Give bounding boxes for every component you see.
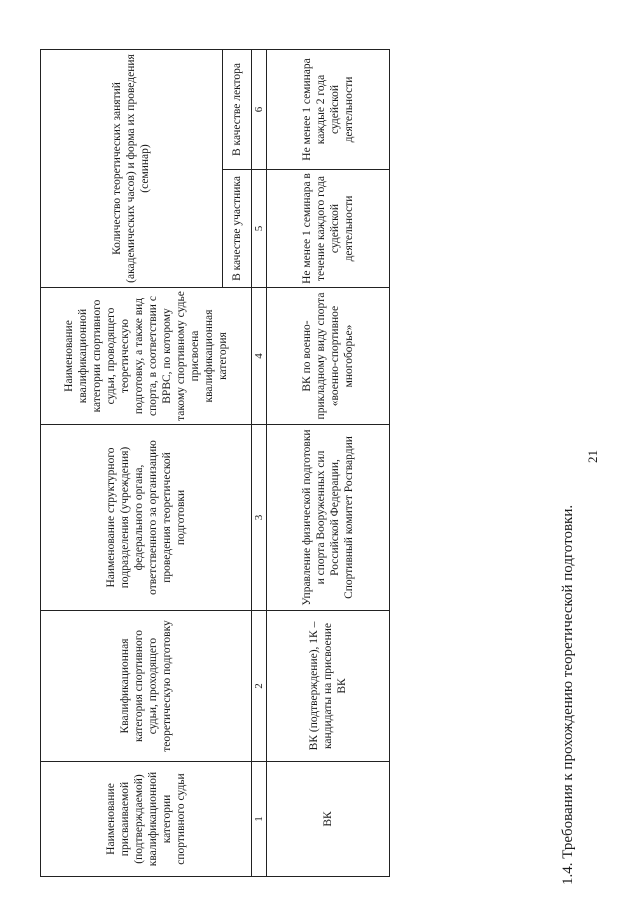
header-as-lecturer: В качестве лектора [222, 49, 251, 169]
header-category-assigned: Наименование присваиваемой (подтверждаемой) квалификационной категории спортивного судьи [41, 762, 252, 877]
column-number: 5 [252, 170, 267, 288]
cell-category-assigned: ВК [267, 762, 390, 877]
requirements-table [40, 49, 390, 877]
cell-responsible-unit: Управление физической подготовки и спорта Вооруженных сил Российской Федерации, Спортивный комитет Росгвардии [267, 425, 390, 611]
table-row [267, 49, 390, 876]
cell-as-participant: Не менее 1 семинара в течение каждого года судейской деятельности [267, 170, 390, 288]
column-numbers-row [252, 49, 267, 876]
cell-lecturer-category: ВК по военно-прикладному виду спорта «военно-спортивное многоборье» [267, 288, 390, 425]
column-number: 3 [252, 425, 267, 611]
cell-category-trainee: ВК (подтверждение), 1К – кандидаты на присвоение ВК [267, 611, 390, 762]
cell-as-lecturer: Не менее 1 семинара каждые 2 года судейской деятельности [267, 49, 390, 169]
column-number: 2 [252, 611, 267, 762]
header-responsible-unit: Наименование структурного подразделения (учреждения) федерального органа, ответственного за организацию проведения теоретической подготовки [41, 425, 252, 611]
column-number: 4 [252, 288, 267, 425]
section-heading: 1.4. Требования к прохождению теоретической подготовки. [560, 504, 576, 885]
header-as-participant: В качестве участника [222, 170, 251, 288]
header-sessions-group: Количество теоретических занятий (академических часов) и форма их проведения (семинар) [41, 49, 223, 287]
table-header-row [41, 49, 223, 876]
column-number: 1 [252, 762, 267, 877]
column-number: 6 [252, 49, 267, 169]
header-lecturer-category: Наименование квалификационной категории спортивного судьи, проводящего теоретическую подготовку, а также вид спорта, в соответствии с ВРВС, по которому такому спортивному судье присвоена квалификационная категория [41, 288, 252, 425]
header-category-trainee: Квалификационная категория спортивного судьи, проходящего теоретическую подготовку [41, 611, 252, 762]
page-number: 21 [585, 450, 600, 463]
